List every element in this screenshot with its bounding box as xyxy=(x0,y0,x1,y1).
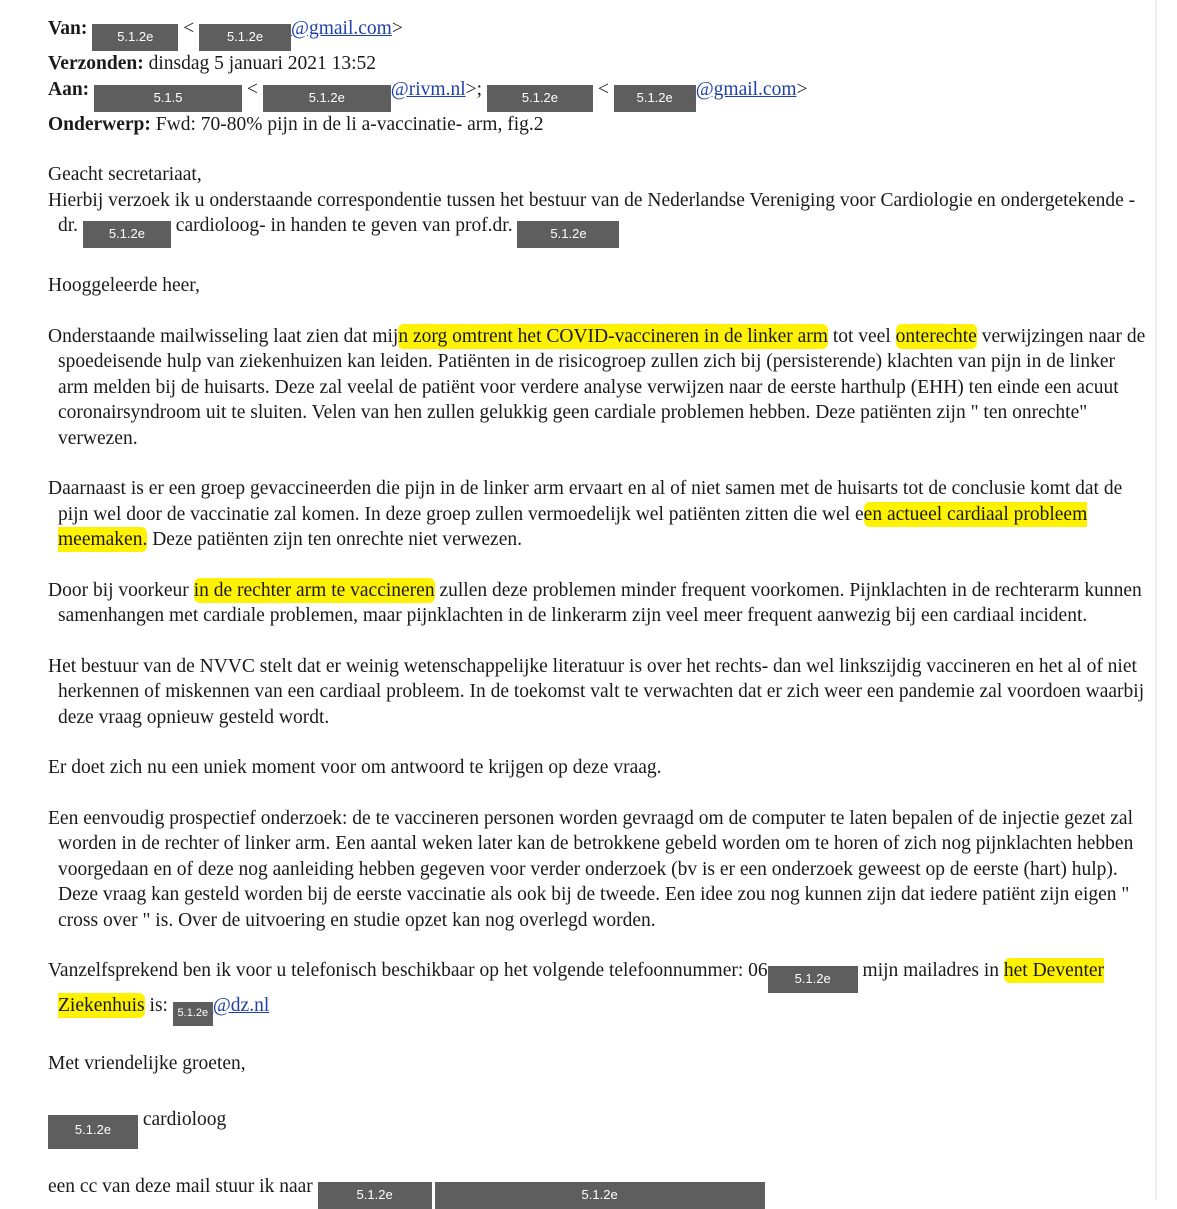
subject-label: Onderwerp: xyxy=(48,113,151,135)
redaction-box: 5.1.2e xyxy=(435,1182,765,1209)
redaction-box: 5.1.2e xyxy=(614,85,696,112)
paragraph-contact xyxy=(48,958,1147,1026)
subject-line xyxy=(48,112,1147,138)
body-text: mijn mailadres in xyxy=(857,960,1004,981)
redaction-box: 5.1.2e xyxy=(318,1182,432,1209)
dz-email-link[interactable]: @dz.nl xyxy=(212,995,270,1016)
salutation-professor: Hooggeleerde heer, xyxy=(48,275,200,296)
highlight: het Deventer Ziekenhuis xyxy=(58,960,1105,1016)
body-text: Onderstaande mailwisseling laat zien dat mij xyxy=(48,325,399,347)
angle-bracket: < xyxy=(597,78,609,100)
paragraph-4: Het bestuur van de NVVC stelt dat er weinig wetenschappelijke literatuur is over het rechts- dan wel linkszijdig vaccineren en het al of niet herkennen of miskennen van een cardiaal probleem. In de toekomst valt te verwachten dat er zich weer een pandemie zal voordoen waarbij deze vraag opnieuw gesteld wordt. xyxy=(48,655,1145,728)
page-edge-shadow xyxy=(1155,0,1157,1200)
highlight: in de rechter arm te vaccineren xyxy=(193,579,435,601)
cc-text: een cc van deze mail stuur ik naar xyxy=(48,1175,313,1197)
angle-bracket: > xyxy=(796,78,808,100)
body-text: verwijzingen naar de spoedeisende hulp van ziekenhuizen kan leiden. Patiënten in de risicogroep zullen zich bij (persisterende) klachten van pijn in de linker arm melden bij de huisarts. Deze zal veelal de patiënt voor verdere analyse verwijzen naar de eerste harthulp (EHH) ten einde een acuut coronairsyndroom uit te sluiten. Velen van hen zullen gelukkig geen cardiale problemen hebben. Deze patiënten zijn " ten onrechte" verwezen. xyxy=(58,325,1146,449)
intro-paragraph xyxy=(48,162,1147,248)
signature xyxy=(48,1107,1147,1149)
rivm-email-link[interactable]: @rivm.nl xyxy=(390,78,466,100)
highlight: n zorg omtrent het COVID-vaccineren in de linker arm xyxy=(398,325,828,347)
redaction-box: 5.1.5 xyxy=(94,85,242,112)
highlight: onterechte xyxy=(895,325,977,347)
from-line xyxy=(48,16,1147,51)
redaction-box: 5.1.2e xyxy=(517,221,619,248)
body-text: tot veel xyxy=(827,325,896,347)
gmail-email-link[interactable]: @gmail.com xyxy=(695,78,797,100)
paragraph-1 xyxy=(48,324,1147,452)
paragraph-3 xyxy=(48,578,1147,629)
redaction-box: 5.1.2e xyxy=(487,85,593,112)
to-label: Aan: xyxy=(48,78,90,100)
redaction-box: 5.1.2e xyxy=(92,24,178,51)
sent-line xyxy=(48,51,1147,77)
highlight: en actueel cardiaal probleem meemaken. xyxy=(58,503,1088,550)
cc-line xyxy=(48,1174,1147,1209)
from-label: Van: xyxy=(48,18,88,39)
paragraph-5: Er doet zich nu een uniek moment voor om antwoord te krijgen op deze vraag. xyxy=(48,757,662,778)
redaction-box: 5.1.2e xyxy=(263,85,391,112)
angle-bracket: > xyxy=(391,18,403,39)
intro-text: cardioloog- in handen te geven van prof.dr. xyxy=(175,215,513,236)
redaction-box: 5.1.2e xyxy=(48,1115,138,1149)
closing: Met vriendelijke groeten, xyxy=(48,1053,246,1074)
signature-title: cardioloog xyxy=(142,1108,227,1130)
redaction-box: 5.1.2e xyxy=(199,24,291,51)
sent-label: Verzonden: xyxy=(48,53,144,74)
separator: >; xyxy=(465,78,483,100)
redaction-box: 5.1.2e xyxy=(173,1002,213,1026)
body-text: Deze patiënten zijn ten onrechte niet verwezen. xyxy=(147,529,522,550)
from-email-link[interactable]: @gmail.com xyxy=(291,18,392,39)
body-text: Vanzelfsprekend ben ik voor u telefonisch beschikbaar op het volgende telefoonnummer: 06 xyxy=(48,960,768,981)
body-text: is: xyxy=(144,995,173,1016)
paragraph-6: Een eenvoudig prospectief onderzoek: de te vaccineren personen worden gevraagd om de computer te laten bepalen of de injectie gezet zal worden in de rechter of linker arm. Een aantal weken later kan de betrokkene gebeld worden om te horen of zich nog pijnklachten hebben voorgedaan en of deze nog aanleiding hebben gegeven voor verder onderzoek (bv is er een onderzoek geweest op de eerste (hart) hulp). Deze vraag kan gesteld worden bij de eerste vaccinatie als ook bij de tweede. Een idee zou nog kunnen zijn dat iedere patiënt zijn eigen " cross over " is. Over de uitvoering en studie opzet kan nog overlegd worden. xyxy=(48,807,1134,931)
body-text: Daarnaast is er een groep gevaccineerden die pijn in de linker arm ervaart en al of niet samen met de huisarts tot de conclusie komt dat de pijn wel door de vaccinatie zal komen. In deze groep zullen vermoedelijk wel patiënten zitten die wel e xyxy=(48,478,1123,525)
intro-text: Hierbij verzoek ik u onderstaande correspondentie tussen het bestuur van de Nederlandse Vereniging voor Cardiologie en ondergetekende -dr. xyxy=(48,189,1136,236)
salutation-secretariat: Geacht secretariaat, xyxy=(48,164,202,185)
to-line xyxy=(48,77,1147,112)
intro-request xyxy=(48,188,1147,249)
sent-date: dinsdag 5 januari 2021 13:52 xyxy=(148,53,377,74)
angle-bracket: < xyxy=(246,78,258,100)
subject-text: Fwd: 70-80% pijn in de li a-vaccinatie- arm, fig.2 xyxy=(155,113,544,135)
body-text: zullen deze problemen minder frequent voorkomen. Pijnklachten in de rechterarm kunnen samenhangen met cardiale problemen, maar pijnklachten in de linkerarm zijn veel meer frequent aanwezig bij een cardiaal incident. xyxy=(58,579,1142,626)
paragraph-2 xyxy=(48,476,1147,553)
redaction-box: 5.1.2e xyxy=(768,966,858,993)
angle-bracket: < xyxy=(183,18,195,39)
redaction-box: 5.1.2e xyxy=(83,221,171,248)
body-text: Door bij voorkeur xyxy=(48,579,194,601)
